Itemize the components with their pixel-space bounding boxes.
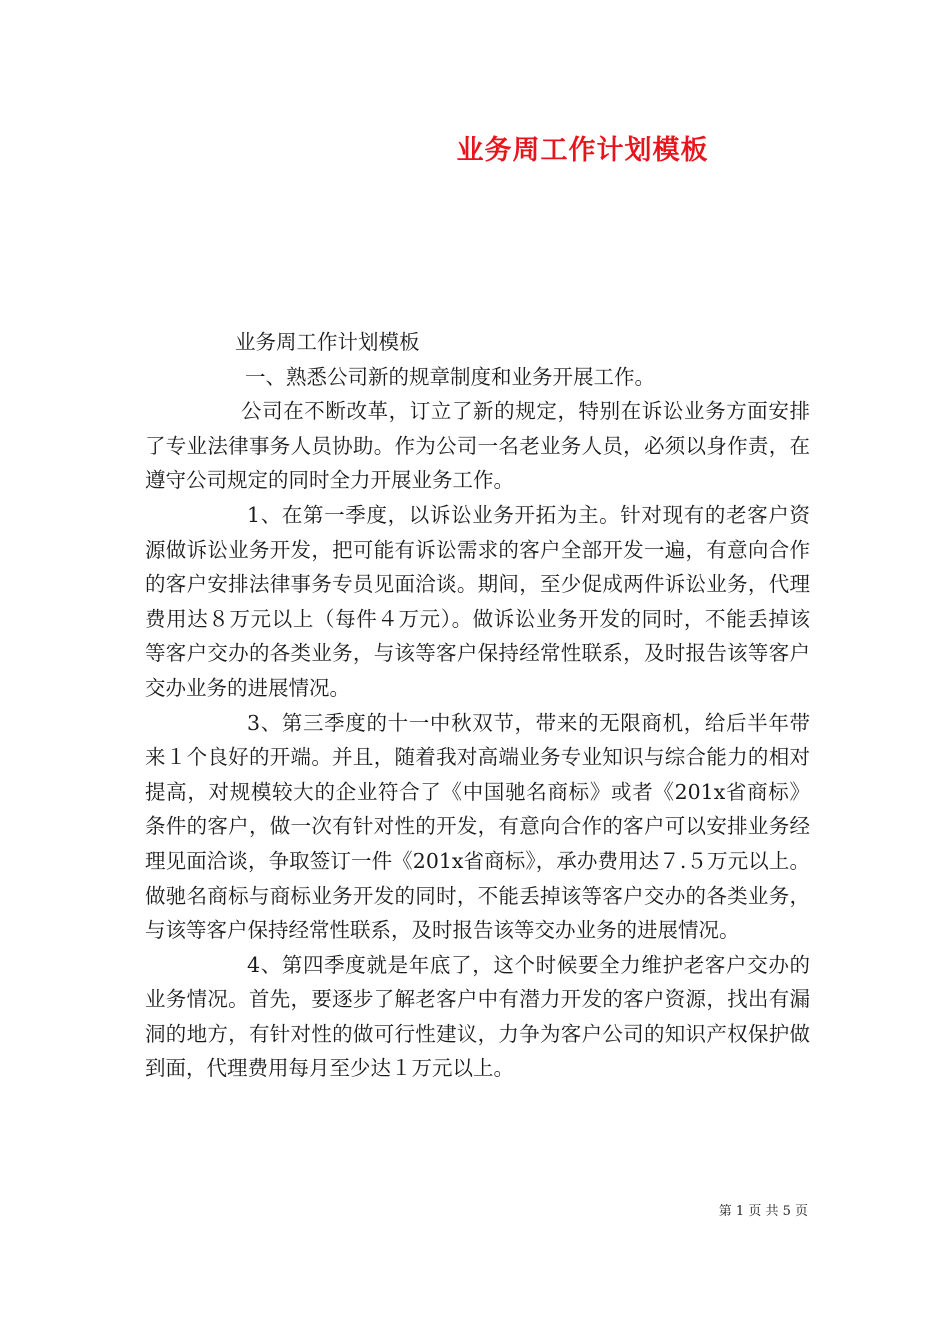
paragraph-q3: 3、第三季度的十一中秋双节，带来的无限商机，给后半年带来１个良好的开端。并且，随着我对高端业务专业知识与综合能力的相对提高，对规模较大的企业符合了《中国驰名商标》或者《201x省商标》条件的客户，做一次有针对性的开发，有意向合作的客户可以安排业务经理见面洽谈，争取签订一件《201x省商标》，承办费用达７.５万元以上。做驰名商标与商标业务开发的同时，不能丢掉该等客户交办的各类业务，与该等客户保持经常性联系，及时报告该等交办业务的进展情况。 — [145, 710, 810, 943]
paragraph-intro: 公司在不断改革，订立了新的规定，特别在诉讼业务方面安排了专业法律事务人员协助。作为公司一名老业务人员，必须以身作责，在遵守公司规定的同时全力开展业务工作。 — [145, 399, 810, 493]
paragraph-q4: 4、第四季度就是年底了，这个时候要全力维护老客户交办的业务情况。首先，要逐步了解老客户中有潜力开发的客户资源，找出有漏洞的地方，有针对性的做可行性建议，力争为客户公司的知识产权保护做到面，代理费用每月至少达１万元以上。 — [145, 952, 810, 1081]
document-subtitle: 业务周工作计划模板 — [235, 330, 420, 354]
paragraph-q1: 1、在第一季度，以诉讼业务开拓为主。针对现有的老客户资源做诉讼业务开发，把可能有诉讼需求的客户全部开发一遍，有意向合作的客户安排法律事务专员见面洽谈。期间，至少促成两件诉讼业务，代理费用达８万元以上（每件４万元）。做诉讼业务开发的同时，不能丢掉该等客户交办的各类业务，与该等客户保持经常性联系，及时报告该等客户交办业务的进展情况。 — [145, 502, 810, 700]
page-title: 业务周工作计划模板 — [456, 135, 709, 166]
section-heading: 一、熟悉公司新的规章制度和业务开展工作。 — [245, 364, 655, 389]
page-number: 第 1 页 共 5 页 — [718, 1204, 808, 1219]
document-body — [145, 325, 810, 1086]
